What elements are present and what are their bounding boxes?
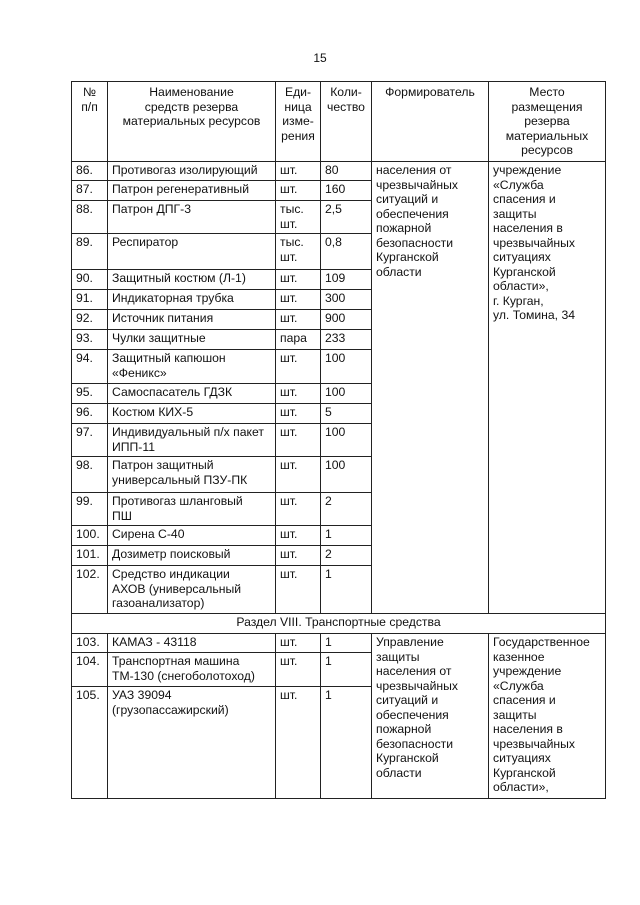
row-number-cell: 91.: [72, 290, 108, 310]
row-name-cell: КАМАЗ - 43118: [108, 634, 276, 653]
row-quantity-cell: 1: [321, 634, 372, 653]
row-name-cell: Дозиметр поисковый: [108, 546, 276, 566]
row-number-cell: 104.: [72, 653, 108, 687]
row-unit-cell: шт.: [276, 310, 321, 330]
section-title: Раздел VIII. Транспортные средства: [72, 614, 606, 634]
row-quantity-cell: 160: [321, 181, 372, 201]
row-name-cell: Защитный костюм (Л-1): [108, 270, 276, 290]
header-number: № п/п: [72, 82, 108, 162]
row-unit-cell: шт.: [276, 687, 321, 799]
row-unit-cell: тыс. шт.: [276, 201, 321, 234]
table-row: [72, 634, 606, 653]
row-number-cell: 105.: [72, 687, 108, 799]
row-name-cell: Патрон ДПГ-3: [108, 201, 276, 234]
row-unit-cell: шт.: [276, 162, 321, 181]
placement-cell: учреждение «Служба спасения и защиты населения в чрезвычайных ситуациях Курганской области», г. Курган, ул. Томина, 34: [489, 162, 606, 614]
row-number-cell: 99.: [72, 493, 108, 526]
row-number-cell: 96.: [72, 404, 108, 424]
row-name-cell: Индикаторная трубка: [108, 290, 276, 310]
row-quantity-cell: 2: [321, 546, 372, 566]
row-quantity-cell: 0,8: [321, 234, 372, 270]
row-unit-cell: шт.: [276, 566, 321, 614]
header-name: Наименование средств резерва материальных ресурсов: [108, 82, 276, 162]
row-name-cell: Средство индикации АХОВ (универсальный газоанализатор): [108, 566, 276, 614]
row-unit-cell: шт.: [276, 526, 321, 546]
row-number-cell: 89.: [72, 234, 108, 270]
row-unit-cell: тыс. шт.: [276, 234, 321, 270]
row-number-cell: 97.: [72, 424, 108, 457]
row-unit-cell: шт.: [276, 424, 321, 457]
row-number-cell: 94.: [72, 350, 108, 384]
row-number-cell: 90.: [72, 270, 108, 290]
row-quantity-cell: 100: [321, 350, 372, 384]
header-placement: Место размещения резерва материальных ресурсов: [489, 82, 606, 162]
block1-body: [72, 162, 606, 614]
row-quantity-cell: 100: [321, 384, 372, 404]
row-number-cell: 100.: [72, 526, 108, 546]
row-quantity-cell: 1: [321, 526, 372, 546]
row-number-cell: 88.: [72, 201, 108, 234]
row-quantity-cell: 1: [321, 653, 372, 687]
row-unit-cell: шт.: [276, 181, 321, 201]
row-name-cell: Патрон защитный универсальный ПЗУ-ПК: [108, 457, 276, 493]
section-row: [72, 614, 606, 634]
row-unit-cell: шт.: [276, 493, 321, 526]
row-unit-cell: шт.: [276, 350, 321, 384]
row-unit-cell: шт.: [276, 270, 321, 290]
row-name-cell: Костюм КИХ-5: [108, 404, 276, 424]
row-name-cell: Противогаз шланговый ПШ: [108, 493, 276, 526]
row-quantity-cell: 1: [321, 566, 372, 614]
block2-body: [72, 634, 606, 799]
placement-cell: Государственное казенное учреждение «Служба спасения и защиты населения в чрезвычайных ситуациях Курганской области»,: [489, 634, 606, 799]
header-unit: Еди- ница изме- рения: [276, 82, 321, 162]
row-number-cell: 95.: [72, 384, 108, 404]
row-unit-cell: шт.: [276, 546, 321, 566]
row-name-cell: Противогаз изолирующий: [108, 162, 276, 181]
former-cell: Управление защиты населения от чрезвычайных ситуаций и обеспечения пожарной безопасности Курганской области: [372, 634, 489, 799]
row-name-cell: Транспортная машина ТМ-130 (снегоболотоход): [108, 653, 276, 687]
header-quantity: Коли- чество: [321, 82, 372, 162]
row-quantity-cell: 2: [321, 493, 372, 526]
row-quantity-cell: 2,5: [321, 201, 372, 234]
row-number-cell: 87.: [72, 181, 108, 201]
row-name-cell: Самоспасатель ГДЗК: [108, 384, 276, 404]
row-number-cell: 86.: [72, 162, 108, 181]
row-quantity-cell: 100: [321, 424, 372, 457]
row-unit-cell: пара: [276, 330, 321, 350]
row-name-cell: Сирена С-40: [108, 526, 276, 546]
table-row: [72, 162, 606, 181]
row-quantity-cell: 900: [321, 310, 372, 330]
row-number-cell: 103.: [72, 634, 108, 653]
row-name-cell: Защитный капюшон «Феникс»: [108, 350, 276, 384]
row-unit-cell: шт.: [276, 634, 321, 653]
row-name-cell: Источник питания: [108, 310, 276, 330]
table-header-row: [72, 82, 606, 162]
row-quantity-cell: 233: [321, 330, 372, 350]
row-quantity-cell: 300: [321, 290, 372, 310]
row-quantity-cell: 80: [321, 162, 372, 181]
row-unit-cell: шт.: [276, 457, 321, 493]
row-quantity-cell: 109: [321, 270, 372, 290]
row-number-cell: 102.: [72, 566, 108, 614]
row-unit-cell: шт.: [276, 290, 321, 310]
row-quantity-cell: 1: [321, 687, 372, 799]
former-cell: населения от чрезвычайных ситуаций и обеспечения пожарной безопасности Курганской области: [372, 162, 489, 614]
row-number-cell: 92.: [72, 310, 108, 330]
row-number-cell: 98.: [72, 457, 108, 493]
row-name-cell: Индивидуальный п/х пакет ИПП-11: [108, 424, 276, 457]
row-number-cell: 93.: [72, 330, 108, 350]
reserve-resources-table: [71, 81, 606, 799]
row-name-cell: Чулки защитные: [108, 330, 276, 350]
row-quantity-cell: 100: [321, 457, 372, 493]
row-unit-cell: шт.: [276, 404, 321, 424]
row-unit-cell: шт.: [276, 384, 321, 404]
row-number-cell: 101.: [72, 546, 108, 566]
row-name-cell: Респиратор: [108, 234, 276, 270]
page-number: 15: [313, 51, 327, 65]
row-unit-cell: шт.: [276, 653, 321, 687]
row-quantity-cell: 5: [321, 404, 372, 424]
row-name-cell: Патрон регенеративный: [108, 181, 276, 201]
header-former: Формирователь: [372, 82, 489, 162]
row-name-cell: УАЗ 39094 (грузопассажирский): [108, 687, 276, 799]
